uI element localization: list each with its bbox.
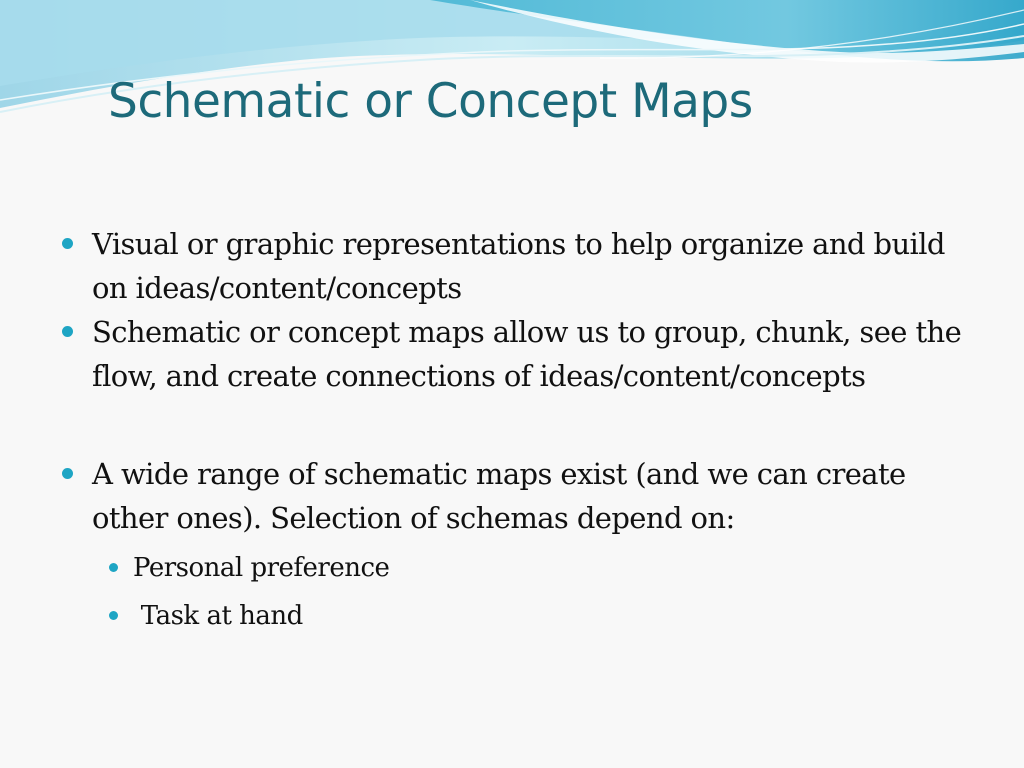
bullet-item [60,222,980,310]
bullet-dot-icon [62,238,73,249]
bullet-dot-icon [62,468,73,479]
sub-bullet-text: Task at hand [133,601,303,631]
sub-bullet-item [60,592,980,640]
sub-bullet-dot-icon [109,563,118,572]
bullet-text: Schematic or concept maps allow us to group, chunk, see the flow, and create connections of ideas/content/concepts [92,315,962,393]
sub-bullet-item [60,544,980,592]
sub-bullet-list [60,544,980,640]
bullet-text: A wide range of schematic maps exist (and we can create other ones). Selection of schemas depend on: [92,457,906,535]
sub-bullet-text: Personal preference [133,553,390,583]
bullet-item [60,310,980,398]
slide-title: Schematic or Concept Maps [108,74,753,129]
bullet-item [60,452,980,540]
bullet-text: Visual or graphic representations to help organize and build on ideas/content/concepts [92,227,945,305]
bullet-dot-icon [62,326,73,337]
sub-bullet-dot-icon [109,611,118,620]
bullet-list [60,222,980,640]
